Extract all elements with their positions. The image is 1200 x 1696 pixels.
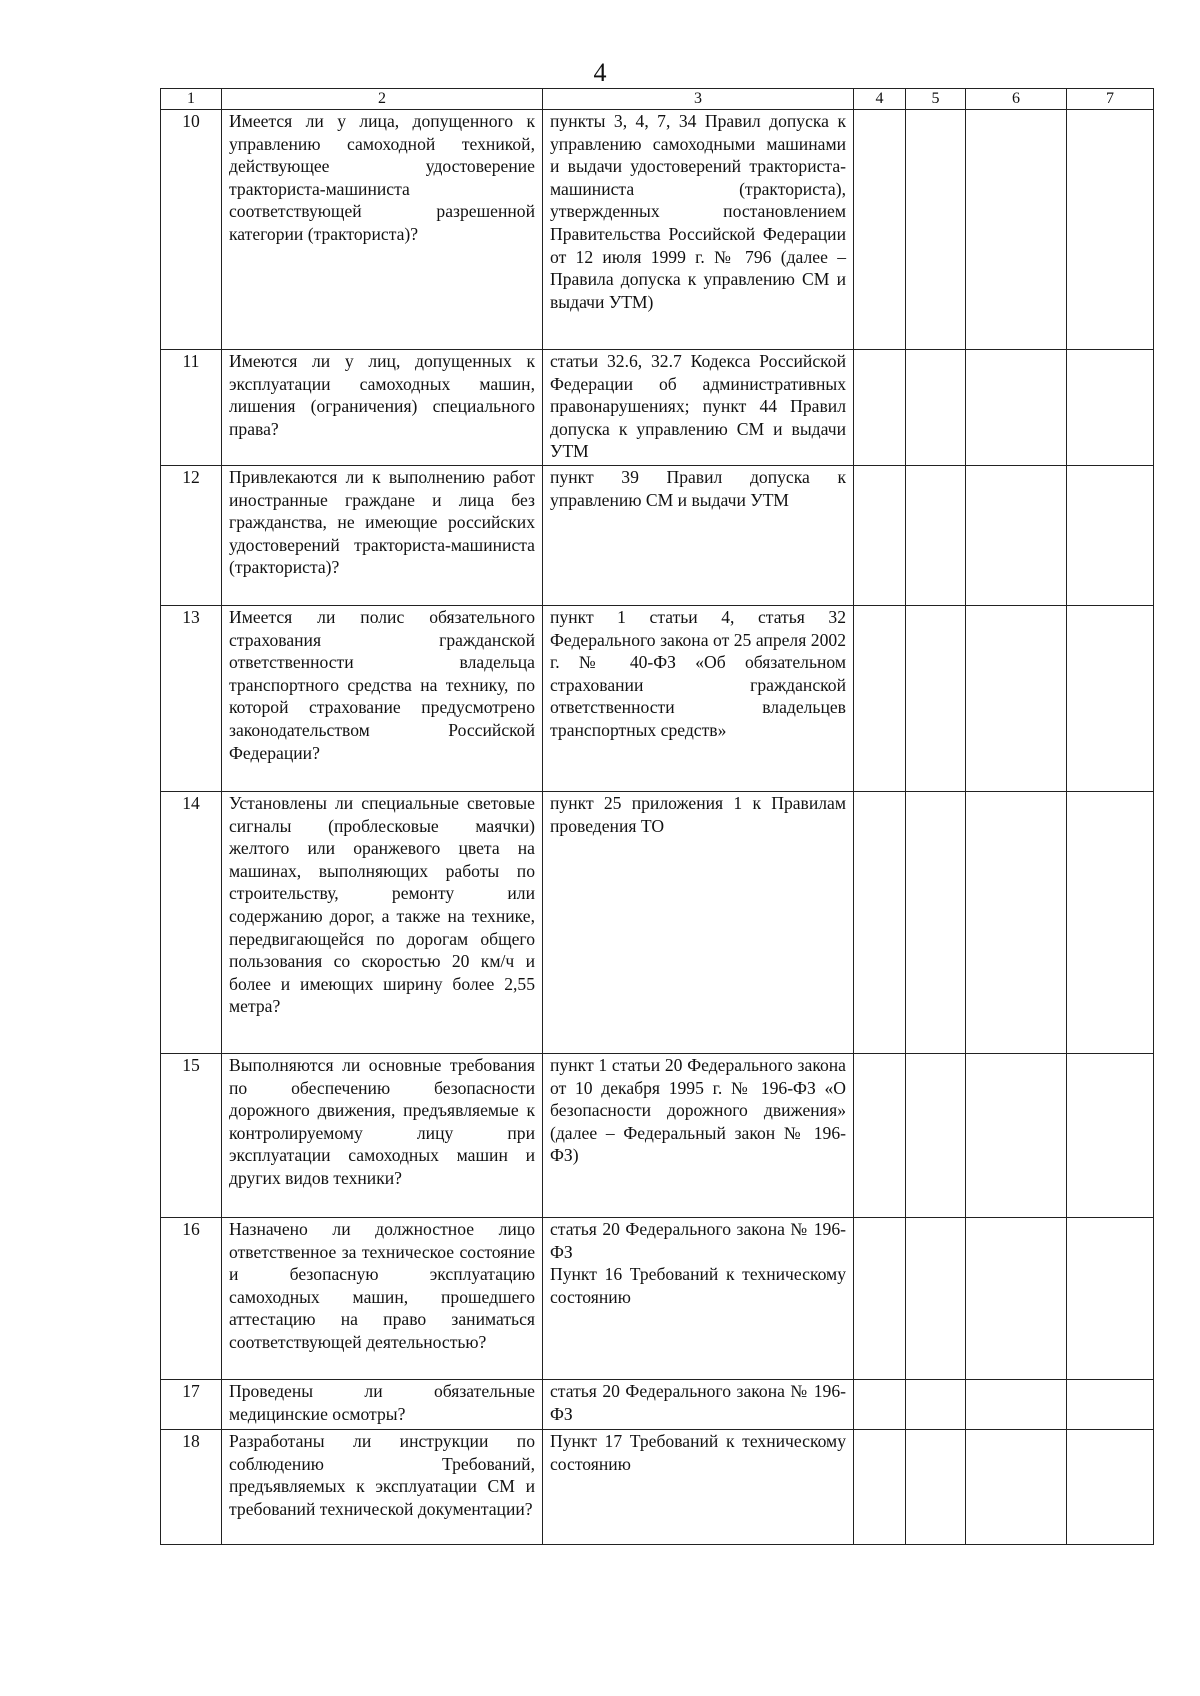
reference-cell: пункт 1 статьи 4, статья 32 Федерального закона от 25 апреля 2002 г. № 40-ФЗ «Об обязательном страховании гражданской ответственности владельцев транспортных средств» (543, 606, 854, 792)
empty-cell (1067, 606, 1154, 792)
empty-cell (966, 1430, 1067, 1545)
table-row (161, 792, 1154, 1054)
header-row (161, 89, 1154, 110)
question-cell: Проведены ли обязательные медицинские осмотры? (222, 1380, 543, 1430)
empty-cell (1067, 350, 1154, 466)
column-header-2: 2 (222, 89, 543, 110)
empty-cell (1067, 466, 1154, 606)
table-row (161, 606, 1154, 792)
empty-cell (906, 1430, 966, 1545)
empty-cell (854, 350, 906, 466)
empty-cell (906, 1218, 966, 1380)
empty-cell (1067, 1430, 1154, 1545)
table-row (161, 110, 1154, 350)
row-number: 13 (161, 606, 222, 792)
table-row (161, 466, 1154, 606)
column-header-7: 7 (1067, 89, 1154, 110)
reference-cell: статья 20 Федерального закона № 196-ФЗ (543, 1380, 854, 1430)
empty-cell (1067, 1054, 1154, 1218)
table-row (161, 1218, 1154, 1380)
reference-cell: Пункт 17 Требований к техническому состоянию (543, 1430, 854, 1545)
empty-cell (854, 110, 906, 350)
reference-cell: пункт 1 статьи 20 Федерального закона от 10 декабря 1995 г. № 196-ФЗ «О безопасности дорожного движения» (далее – Федеральный закон № 196-ФЗ) (543, 1054, 854, 1218)
question-cell: Назначено ли должностное лицо ответственное за техническое состояние и безопасную эксплуатацию самоходных машин, прошедшего аттестацию на право заниматься соответствующей деятельностью? (222, 1218, 543, 1380)
column-header-5: 5 (906, 89, 966, 110)
page-number: 4 (593, 58, 607, 87)
row-number: 17 (161, 1380, 222, 1430)
empty-cell (854, 1054, 906, 1218)
table-row (161, 1430, 1154, 1545)
row-number: 11 (161, 350, 222, 466)
empty-cell (854, 1218, 906, 1380)
column-header-3: 3 (543, 89, 854, 110)
empty-cell (906, 350, 966, 466)
empty-cell (906, 606, 966, 792)
empty-cell (1067, 1218, 1154, 1380)
empty-cell (854, 1430, 906, 1545)
empty-cell (966, 792, 1067, 1054)
empty-cell (854, 1380, 906, 1430)
question-cell: Имеются ли у лиц, допущенных к эксплуатации самоходных машин, лишения (ограничения) специального права? (222, 350, 543, 466)
reference-cell: пункты 3, 4, 7, 34 Правил допуска к управлению самоходными машинами и выдачи удостоверений тракториста-машиниста (тракториста), утвержденных постановлением Правительства Российской Федерации от 12 июля 1999 г. № 796 (далее – Правила допуска к управлению СМ и выдачи УТМ) (543, 110, 854, 350)
table-row (161, 1380, 1154, 1430)
reference-cell: пункт 25 приложения 1 к Правилам проведения ТО (543, 792, 854, 1054)
question-cell: Разработаны ли инструкции по соблюдению Требований, предъявляемых к эксплуатации СМ и требований технической документации? (222, 1430, 543, 1545)
row-number: 14 (161, 792, 222, 1054)
empty-cell (966, 606, 1067, 792)
table-row (161, 1054, 1154, 1218)
question-cell: Привлекаются ли к выполнению работ иностранные граждане и лица без гражданства, не имеющие российских удостоверений тракториста-машиниста (тракториста)? (222, 466, 543, 606)
row-number: 16 (161, 1218, 222, 1380)
column-header-1: 1 (161, 89, 222, 110)
empty-cell (966, 1380, 1067, 1430)
row-number: 12 (161, 466, 222, 606)
empty-cell (1067, 792, 1154, 1054)
empty-cell (966, 350, 1067, 466)
question-cell: Имеется ли полис обязательного страхования гражданской ответственности владельца транспортного средства на технику, по которой страхование предусмотрено законодательством Российской Федерации? (222, 606, 543, 792)
empty-cell (854, 606, 906, 792)
reference-cell: пункт 39 Правил допуска к управлению СМ и выдачи УТМ (543, 466, 854, 606)
question-cell: Имеется ли у лица, допущенного к управлению самоходной техникой, действующее удостоверение тракториста-машиниста соответствующей разрешенной категории (тракториста)? (222, 110, 543, 350)
empty-cell (966, 110, 1067, 350)
row-number: 18 (161, 1430, 222, 1545)
empty-cell (906, 110, 966, 350)
empty-cell (854, 792, 906, 1054)
empty-cell (966, 1218, 1067, 1380)
empty-cell (1067, 1380, 1154, 1430)
reference-cell: статьи 32.6, 32.7 Кодекса Российской Федерации об административных правонарушениях; пункт 44 Правил допуска к управлению СМ и выдачи УТМ (543, 350, 854, 466)
column-header-4: 4 (854, 89, 906, 110)
reference-cell: статья 20 Федерального закона № 196-ФЗ Пункт 16 Требований к техническому состоянию (543, 1218, 854, 1380)
checklist-table (160, 88, 1154, 1545)
empty-cell (906, 466, 966, 606)
empty-cell (854, 466, 906, 606)
row-number: 10 (161, 110, 222, 350)
empty-cell (906, 1380, 966, 1430)
question-cell: Выполняются ли основные требования по обеспечению безопасности дорожного движения, предъявляемые к контролируемому лицу при эксплуатации самоходных машин и других видов техники? (222, 1054, 543, 1218)
column-header-6: 6 (966, 89, 1067, 110)
empty-cell (906, 792, 966, 1054)
empty-cell (1067, 110, 1154, 350)
empty-cell (966, 1054, 1067, 1218)
empty-cell (906, 1054, 966, 1218)
empty-cell (966, 466, 1067, 606)
question-cell: Установлены ли специальные световые сигналы (проблесковые маячки) желтого или оранжевого цвета на машинах, выполняющих работы по строительству, ремонту или содержанию дорог, а также на технике, передвигающейся по дорогам общего пользования со скоростью 20 км/ч и более и имеющих ширину более 2,55 метра? (222, 792, 543, 1054)
table-row (161, 350, 1154, 466)
row-number: 15 (161, 1054, 222, 1218)
